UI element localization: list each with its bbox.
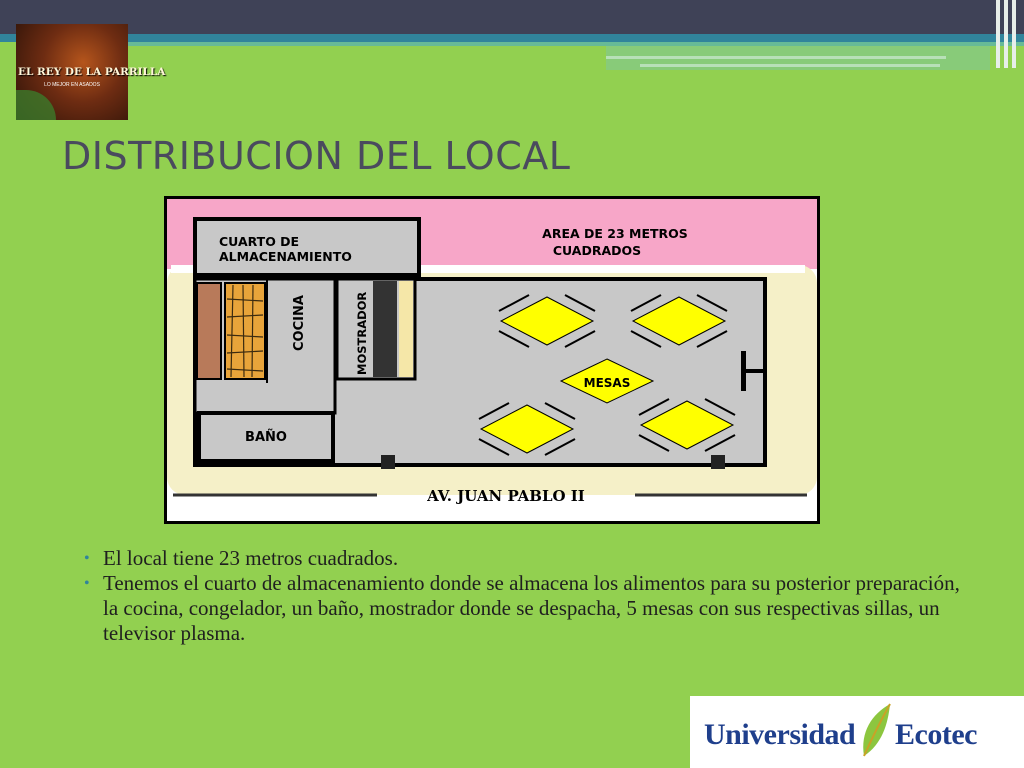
table [631, 295, 727, 347]
counter-top [373, 281, 397, 377]
kitchen-label: COCINA [292, 295, 307, 351]
table [639, 399, 735, 451]
bullet-text: Tenemos el cuarto de almacenamiento donde se almacena los alimentos para su posterior preparación, la cocina, congelador, un baño, mostrador donde se despacha, 5 mesas con sus respectivas sillas, un televisor plasma. [103, 571, 960, 645]
top-banner [0, 0, 1024, 34]
logo-name: EL REY DE LA PARRILLA [18, 66, 166, 78]
counter-label: MOSTRADOR [355, 291, 369, 375]
leaf-icon [858, 702, 894, 758]
bullet-item [84, 571, 964, 646]
area-label-1: AREA DE 23 METROS [542, 226, 688, 241]
restaurant-logo [16, 24, 166, 120]
storage-label-1: CUARTO DE [219, 234, 300, 249]
door-marker [381, 455, 395, 469]
bullet-dot: • [84, 575, 90, 592]
bathroom-label: BAÑO [245, 430, 287, 445]
street-label: AV. JUAN PABLO II [427, 487, 585, 505]
floor-plan [164, 196, 820, 524]
banner-bar [996, 0, 1000, 68]
slide-title: DISTRIBUCION DEL LOCAL [62, 134, 571, 178]
freezer [197, 283, 221, 379]
banner-bar [1004, 0, 1008, 68]
bullet-list [84, 546, 964, 646]
counter-shelf [399, 281, 413, 377]
banner-line [640, 64, 940, 67]
bullet-text: El local tiene 23 metros cuadrados. [103, 546, 399, 570]
bullet-dot: • [84, 550, 90, 567]
logo-leaves [16, 90, 56, 120]
table [499, 295, 595, 347]
banner-stripe [0, 34, 1024, 42]
ecotec-word: Ecotec [895, 718, 977, 751]
door-marker [711, 455, 725, 469]
table [479, 403, 575, 455]
university-logo [690, 696, 1024, 768]
storage-label-2: ALMACENAMIENTO [219, 249, 352, 264]
tables-label: MESAS [583, 376, 631, 390]
area-label-2: CUADRADOS [552, 243, 642, 258]
floor-plan-drawing [167, 199, 817, 521]
tv-mount [745, 369, 763, 373]
bullet-item [84, 546, 964, 571]
banner-bar [1012, 0, 1016, 68]
banner-line [606, 56, 946, 59]
logo-tagline: LO MEJOR EN ASADOS [44, 82, 100, 88]
university-word: Universidad [704, 718, 856, 751]
